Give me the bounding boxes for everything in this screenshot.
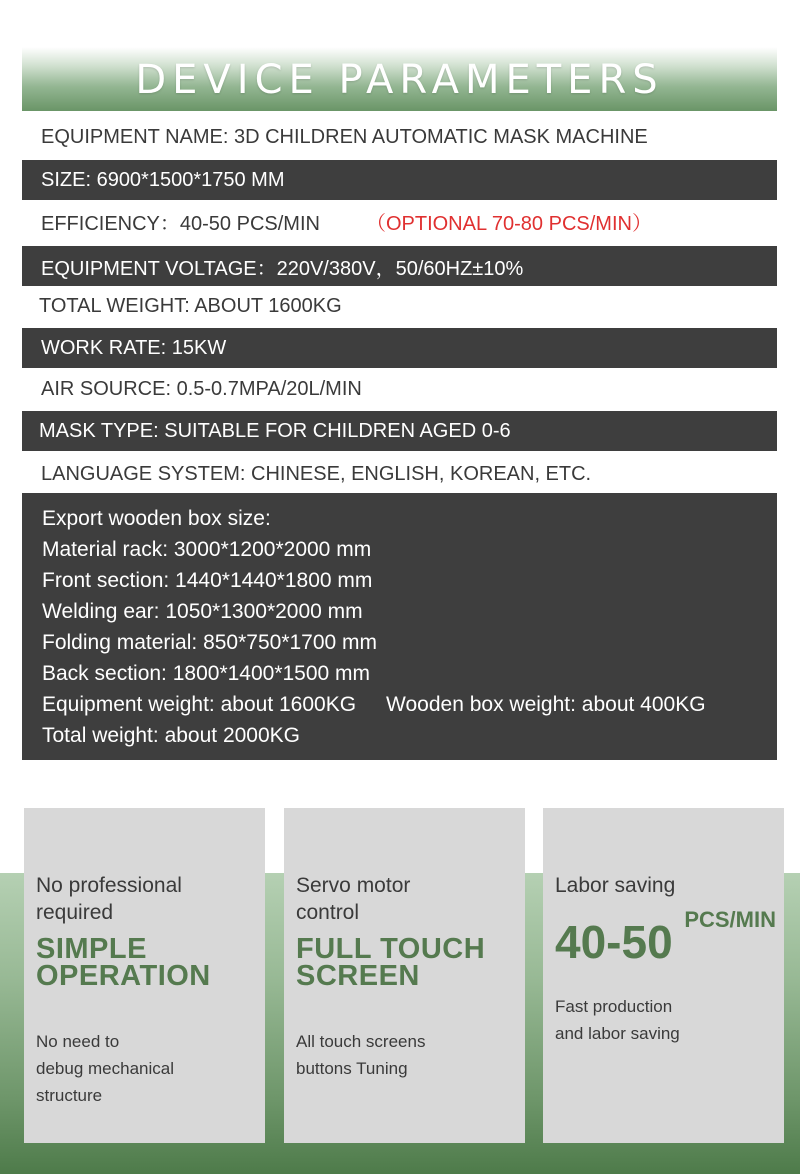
wooden-box-panel (22, 493, 777, 760)
feature-heading-line: SCREEN (296, 960, 420, 992)
feature-description-line: No need to (36, 1032, 120, 1051)
param-row-voltage (22, 246, 777, 286)
feature-description-line: structure (36, 1086, 103, 1105)
param-row-equipment-name (22, 118, 777, 156)
box-equipment-weight: Equipment weight: about 1600KG (42, 693, 357, 716)
feature-heading-line: FULL TOUCH (296, 933, 486, 965)
param-text: AIR SOURCE: 0.5-0.7MPA/20L/MIN (41, 377, 362, 400)
box-folding-material: Folding material: 850*750*1700 mm (42, 631, 378, 654)
feature-description-line: All touch screens (296, 1032, 426, 1051)
param-row-work-rate (22, 328, 777, 368)
feature-subtitle-line: control (296, 901, 360, 924)
param-text: EQUIPMENT VOLTAGE：220V/380V，50/60HZ±10% (41, 257, 524, 280)
param-text: LANGUAGE SYSTEM: CHINESE, ENGLISH, KOREAN, ETC. (41, 462, 592, 485)
feature-description (36, 1028, 265, 1109)
feature-card-full-touch-screen (284, 808, 525, 1143)
feature-subtitle-line: Servo motor (296, 874, 411, 897)
box-material-rack: Material rack: 3000*1200*2000 mm (42, 538, 372, 561)
param-row-efficiency (22, 202, 777, 240)
feature-description (296, 1028, 525, 1082)
feature-description-line: and labor saving (555, 1024, 680, 1043)
feature-subtitle (36, 872, 265, 926)
box-weights-line (42, 689, 777, 720)
param-optional-text: （OPTIONAL 70-80 PCS/MIN） (365, 212, 652, 235)
feature-heading (36, 933, 265, 992)
feature-heading-line: SIMPLE (36, 933, 147, 965)
box-wooden-box-weight: Wooden box weight: about 400KG (386, 693, 706, 716)
box-title: Export wooden box size: (42, 507, 271, 530)
feature-subtitle-line: required (36, 901, 114, 924)
param-text: MASK TYPE: SUITABLE FOR CHILDREN AGED 0-6 (39, 419, 511, 442)
param-text: EFFICIENCY：40-50 PCS/MIN (41, 212, 320, 235)
page-header (22, 47, 777, 111)
feature-description (555, 993, 784, 1047)
feature-description-line: debug mechanical (36, 1059, 174, 1078)
box-back-section: Back section: 1800*1400*1500 mm (42, 662, 371, 685)
feature-number: 40-50 (555, 916, 673, 968)
feature-card-simple-operation (24, 808, 265, 1143)
param-text: TOTAL WEIGHT: ABOUT 1600KG (39, 294, 342, 317)
feature-subtitle (555, 872, 784, 899)
feature-unit: PCS/MIN (684, 907, 776, 932)
feature-heading-line: OPERATION (36, 960, 211, 992)
feature-card-labor-saving (543, 808, 784, 1143)
feature-heading (296, 933, 525, 992)
feature-subtitle (296, 872, 525, 926)
param-text: WORK RATE: 15KW (41, 336, 227, 359)
page-title: DEVICE PARAMETERS (135, 57, 664, 103)
param-row-air-source (22, 370, 777, 408)
feature-description-line: Fast production (555, 997, 673, 1016)
box-front-section: Front section: 1440*1440*1800 mm (42, 569, 373, 592)
param-row-language (22, 455, 777, 493)
param-text: EQUIPMENT NAME: 3D CHILDREN AUTOMATIC MASK MACHINE (41, 125, 648, 148)
param-row-size (22, 160, 777, 200)
feature-subtitle-line: Labor saving (555, 874, 676, 897)
param-row-mask-type (22, 411, 777, 451)
feature-description-line: buttons Tuning (296, 1059, 408, 1078)
box-welding-ear: Welding ear: 1050*1300*2000 mm (42, 600, 363, 623)
feature-subtitle-line: No professional (36, 874, 182, 897)
box-total-weight: Total weight: about 2000KG (42, 724, 301, 747)
param-text: SIZE: 6900*1500*1750 MM (41, 168, 285, 191)
param-row-total-weight (22, 287, 777, 325)
